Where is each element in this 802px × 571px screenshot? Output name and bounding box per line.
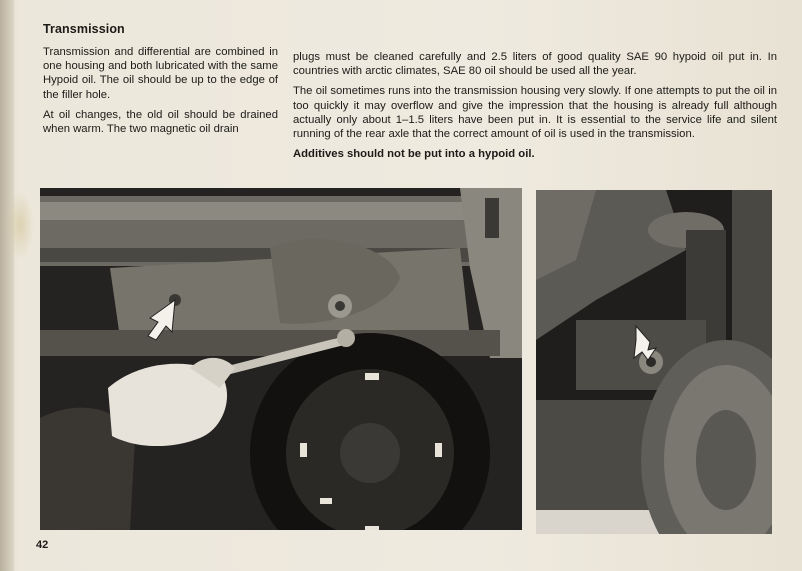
section-heading: Transmission (43, 22, 125, 36)
right-text-column (293, 50, 777, 167)
paragraph: plugs must be cleaned carefully and 2.5 liters of good quality SAE 90 hypoid oil put in. In countries with arctic climates, SAE 80 oil should be used all the year. (293, 51, 777, 78)
paragraph: The oil sometimes runs into the transmission housing very slowly. If one attempts to put the oil in too quickly it may overflow and give the impression that the housing is already full although actually only about 1–1.5 liters have been put in. It is essential to the service life and silent running of the rear axle that the correct amount of oil is used in the transmission. (293, 85, 777, 141)
paragraph: At oil changes, the old oil should be drained when warm. The two magnetic oil drain (43, 108, 278, 136)
drain-plug-wrench-photo (40, 188, 522, 530)
page-binding-edge (0, 0, 14, 571)
additives-warning: Additives should not be put into a hypoid oil. (293, 148, 535, 161)
filler-plug-illustration (536, 190, 772, 534)
paper-stain (6, 190, 34, 260)
paragraph: Transmission and differential are combined in one housing and both lubricated with the same Hypoid oil. The oil should be up to the edge of the filler hole. (43, 46, 278, 101)
left-text-column (43, 45, 278, 142)
drain-plug-wrench-illustration (40, 188, 522, 530)
page-number: 42 (36, 539, 49, 551)
filler-plug-photo (536, 190, 772, 534)
